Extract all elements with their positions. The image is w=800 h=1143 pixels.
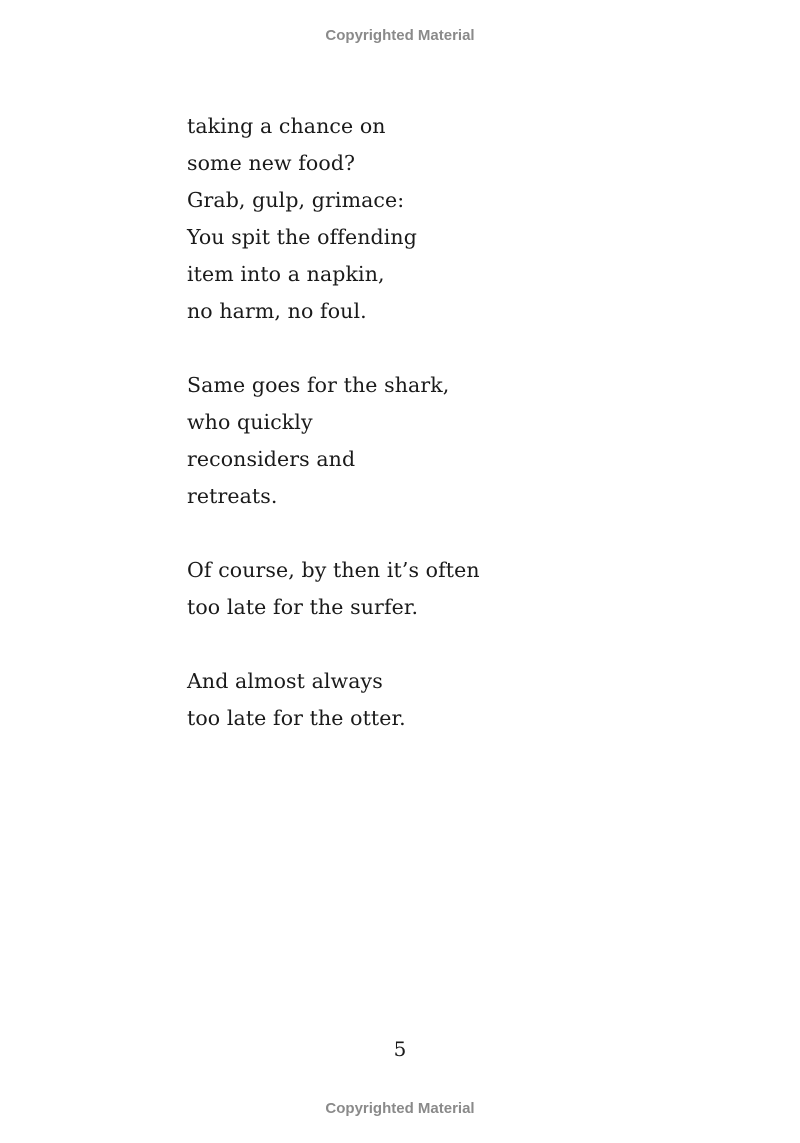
stanza-4 — [187, 663, 747, 737]
poem-line: too late for the surfer. — [187, 595, 419, 619]
poem-line: Same goes for the shark, — [187, 373, 450, 397]
poem-line: who quickly — [187, 410, 313, 434]
stanza-2 — [187, 367, 747, 515]
poem-line: item into a napkin, — [187, 262, 385, 286]
page-number: 5 — [393, 1037, 407, 1061]
poem-line: taking a chance on — [187, 114, 386, 138]
poem-line: retreats. — [187, 484, 278, 508]
poem-body — [187, 108, 747, 774]
copyright-watermark-bottom: Copyrighted Material — [325, 1100, 475, 1117]
poem-line: some new food? — [187, 151, 356, 175]
poem-line: reconsiders and — [187, 447, 356, 471]
poem-line: no harm, no foul. — [187, 299, 367, 323]
stanza-3 — [187, 552, 747, 626]
poem-line: You spit the offending — [187, 225, 417, 249]
poem-line: too late for the otter. — [187, 706, 406, 730]
poem-line: Grab, gulp, grimace: — [187, 188, 405, 212]
copyright-watermark-top: Copyrighted Material — [325, 27, 475, 44]
poem-line: Of course, by then it’s often — [187, 558, 480, 582]
poem-line: And almost always — [187, 669, 383, 693]
stanza-1 — [187, 108, 747, 330]
